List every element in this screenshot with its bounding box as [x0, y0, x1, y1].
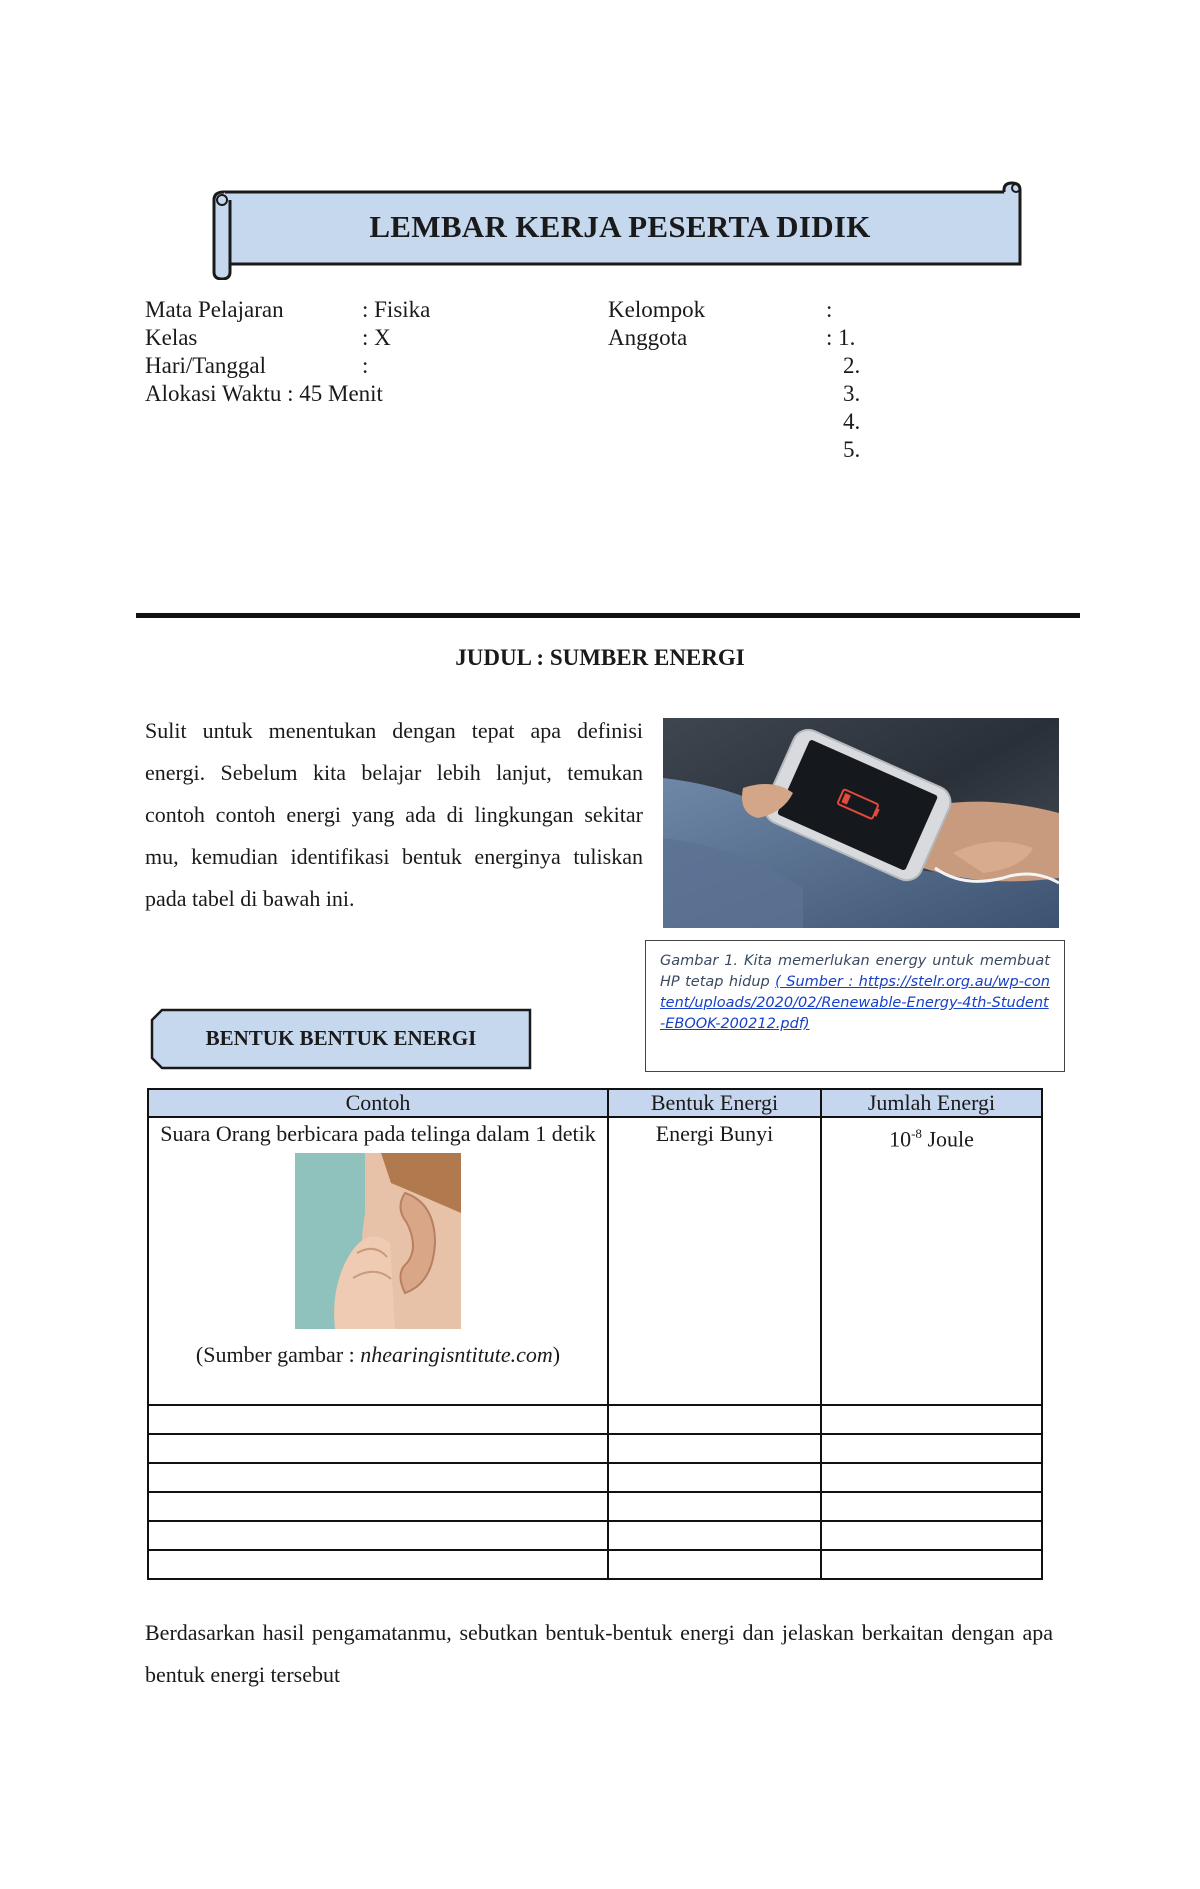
- source-suffix: ): [552, 1342, 561, 1367]
- table-row: [148, 1492, 1042, 1521]
- worksheet-title: LEMBAR KERJA PESERTA DIDIK: [369, 209, 871, 244]
- empty-cell[interactable]: [148, 1550, 608, 1579]
- jumlah-unit: Joule: [921, 1126, 974, 1152]
- source-site: nhearingisntitute.com: [360, 1342, 553, 1367]
- member-number-2: 2.: [843, 353, 861, 378]
- section-divider: [136, 613, 1080, 618]
- caption-source-link[interactable]: ( Sumber : https://stelr.org.au/wp-content/uploads/2020/02/Renewable-Energy-4th-Student-EBOOK-200212.pdf): [660, 974, 1050, 1032]
- cell-contoh: [148, 1117, 608, 1405]
- intro-paragraph: Sulit untuk menentukan dengan tepat apa definisi energi. Sebelum kita belajar lebih lanjut, temukan contoh contoh energi yang ada di lingkungan sekitar mu, kemudian identifikasi bentuk energinya tuliskan pada tabel di bawah ini.: [145, 718, 643, 911]
- empty-cell[interactable]: [821, 1463, 1042, 1492]
- empty-cell[interactable]: [608, 1434, 821, 1463]
- table-row: [148, 1521, 1042, 1550]
- empty-cell[interactable]: [608, 1521, 821, 1550]
- value-kelas: : X: [362, 325, 391, 350]
- table-row: [148, 1434, 1042, 1463]
- empty-cell[interactable]: [821, 1434, 1042, 1463]
- section-title: JUDUL : SUMBER ENERGI: [455, 645, 745, 670]
- header-contoh: Contoh: [148, 1089, 608, 1117]
- energy-table: [147, 1088, 1043, 1580]
- jumlah-energi-value: [822, 1118, 1041, 1152]
- empty-cell[interactable]: [821, 1492, 1042, 1521]
- empty-cell[interactable]: [148, 1492, 608, 1521]
- empty-cell[interactable]: [608, 1405, 821, 1434]
- phone-charging-photo: [663, 718, 1059, 928]
- label-kelas: Kelas: [145, 325, 198, 350]
- cell-bentuk-energi: [608, 1117, 821, 1405]
- member-number-4: 4.: [843, 409, 861, 434]
- empty-cell[interactable]: [608, 1492, 821, 1521]
- bentuk-energi-value: Energi Bunyi: [655, 1121, 774, 1146]
- jumlah-exponent: -8: [911, 1126, 922, 1141]
- table-row: [148, 1550, 1042, 1579]
- empty-cell[interactable]: [148, 1521, 608, 1550]
- photo-caption: [645, 940, 1065, 1072]
- bentuk-energi-label: BENTUK BENTUK ENERGI: [205, 1026, 477, 1050]
- empty-cell[interactable]: [148, 1434, 608, 1463]
- empty-cell[interactable]: [148, 1405, 608, 1434]
- alokasi-waktu: Alokasi Waktu : 45 Menit: [145, 381, 383, 406]
- label-anggota: Anggota: [608, 325, 688, 350]
- ear-photo: [295, 1153, 461, 1329]
- jumlah-base: 10: [889, 1126, 912, 1152]
- image-source: [149, 1339, 607, 1368]
- value-kelompok: :: [826, 297, 833, 322]
- member-number-3: 3.: [843, 381, 861, 406]
- value-hari-tanggal: :: [362, 353, 369, 378]
- table-row: [148, 1117, 1042, 1405]
- contoh-text: Suara Orang berbicara pada telinga dalam 1 detik: [160, 1121, 596, 1146]
- bentuk-energi-tab: [150, 1008, 532, 1070]
- header-jumlah-energi: Jumlah Energi: [821, 1089, 1042, 1117]
- title-banner: [210, 180, 1030, 280]
- value-mata-pelajaran: : Fisika: [362, 297, 431, 322]
- label-mata-pelajaran: Mata Pelajaran: [145, 297, 284, 322]
- table-header-row: [148, 1089, 1042, 1117]
- label-hari-tanggal: Hari/Tanggal: [145, 353, 267, 378]
- empty-cell[interactable]: [608, 1463, 821, 1492]
- caption-text: Gambar 1. Kita memerlukan energy untuk membuat HP tetap hidup: [660, 953, 1050, 990]
- empty-cell[interactable]: [148, 1463, 608, 1492]
- cell-jumlah-energi: [821, 1117, 1042, 1405]
- table-row: [148, 1405, 1042, 1434]
- empty-cell[interactable]: [821, 1405, 1042, 1434]
- empty-cell[interactable]: [608, 1550, 821, 1579]
- member-number-5: 5.: [843, 437, 861, 462]
- value-anggota: : 1.: [826, 325, 856, 350]
- empty-cell[interactable]: [821, 1521, 1042, 1550]
- table-row: [148, 1463, 1042, 1492]
- label-kelompok: Kelompok: [608, 297, 706, 322]
- header-bentuk-energi: Bentuk Energi: [608, 1089, 821, 1117]
- source-prefix: (Sumber gambar :: [195, 1342, 361, 1367]
- empty-cell[interactable]: [821, 1550, 1042, 1579]
- closing-paragraph: Berdasarkan hasil pengamatanmu, sebutkan bentuk-bentuk energi dan jelaskan berkaitan dengan apa bentuk energi tersebut: [145, 1620, 1053, 1687]
